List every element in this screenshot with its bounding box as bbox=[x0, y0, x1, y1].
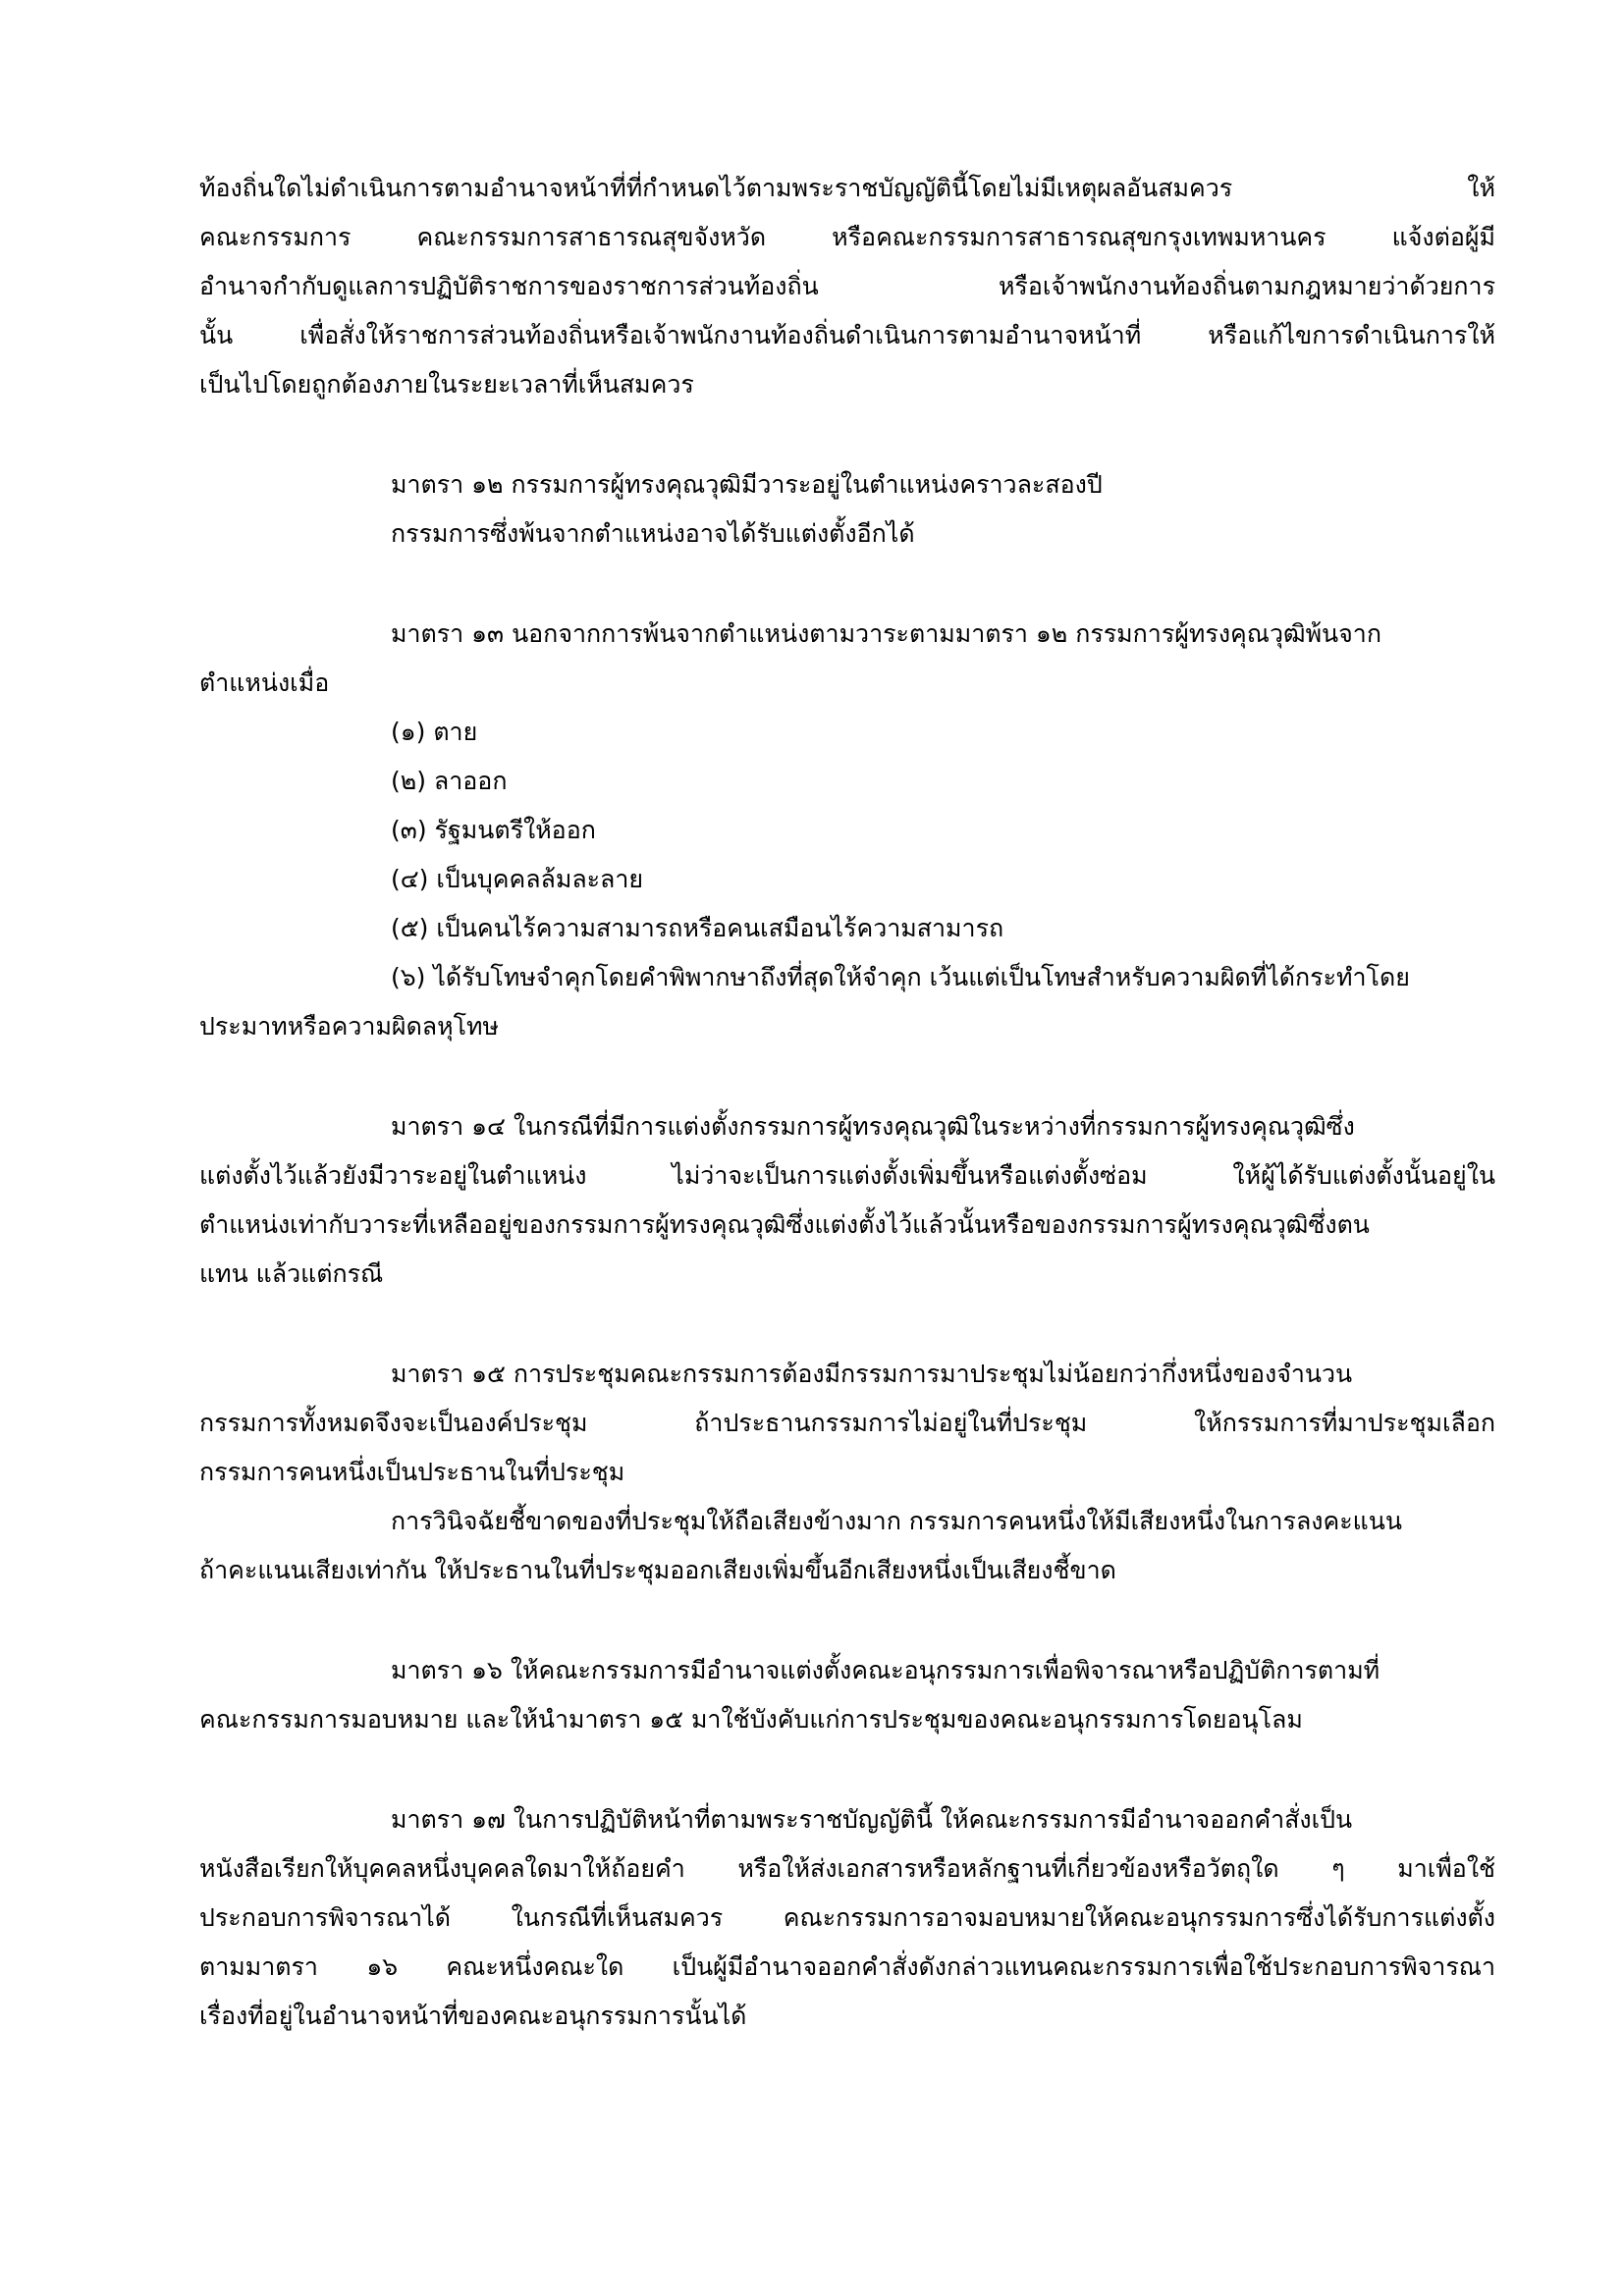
text-line: ตำแหน่งเท่ากับวาระที่เหลืออยู่ของกรรมการผู้ทรงคุณวุฒิซึ่งแต่งตั้งไว้แล้วนั้นหรือของกรรมการผู้ทรงคุณวุฒิซึ่งตน bbox=[199, 1210, 1370, 1239]
text-line: กรรมการทั้งหมดจึงจะเป็นองค์ประชุม ถ้าประธานกรรมการไม่อยู่ในที่ประชุม ให้กรรมการที่มาประชุมเลือก bbox=[199, 1409, 1495, 1437]
text-line: แต่งตั้งไว้แล้วยังมีวาระอยู่ในตำแหน่ง ไม่ว่าจะเป็นการแต่งตั้งเพิ่มขึ้นหรือแต่งตั้งซ่อม ให้ผู้ได้รับแต่งตั้งนั้นอยู่ใน bbox=[199, 1161, 1495, 1190]
text-line: ประมาทหรือความผิดลหุโทษ bbox=[199, 1012, 499, 1041]
section-12-heading: มาตรา ๑๒ กรรมการผู้ทรงคุณวุฒิมีวาระอยู่ในตำแหน่งคราวละสองปี bbox=[391, 470, 1103, 499]
section-14-heading: มาตรา ๑๔ ในกรณีที่มีการแต่งตั้งกรรมการผู้ทรงคุณวุฒิในระหว่างที่กรรมการผู้ทรงคุณวุฒิซึ่ง bbox=[391, 1112, 1355, 1141]
list-item: (๓) รัฐมนตรีให้ออก bbox=[391, 816, 596, 844]
text-line: ตามมาตรา ๑๖ คณะหนึ่งคณะใด เป็นผู้มีอำนาจออกคำสั่งดังกล่าวแทนคณะกรรมการเพื่อใช้ประกอบการพิจารณา bbox=[199, 1952, 1495, 1981]
list-item: (๑) ตาย bbox=[391, 718, 478, 746]
text-line: แทน แล้วแต่กรณี bbox=[199, 1259, 384, 1288]
text-line: คณะกรรมการมอบหมาย และให้นำมาตรา ๑๕ มาใช้บังคับแก่การประชุมของคณะอนุกรรมการโดยอนุโลม bbox=[199, 1705, 1303, 1734]
text-line: หนังสือเรียกให้บุคคลหนึ่งบุคคลใดมาให้ถ้อยคำ หรือให้ส่งเอกสารหรือหลักฐานที่เกี่ยวข้องหรือวัตถุใด ๆ มาเพื่อใช้ bbox=[199, 1854, 1495, 1883]
text-line: ท้องถิ่นใดไม่ดำเนินการตามอำนาจหน้าที่ที่กำหนดไว้ตามพระราชบัญญัตินี้โดยไม่มีเหตุผลอันสมควร ให้ bbox=[199, 174, 1495, 202]
list-item: (๒) ลาออก bbox=[391, 767, 508, 795]
text-line: การวินิจฉัยชี้ขาดของที่ประชุมให้ถือเสียงข้างมาก กรรมการคนหนึ่งให้มีเสียงหนึ่งในการลงคะแนน bbox=[391, 1507, 1402, 1535]
text-line: ถ้าคะแนนเสียงเท่ากัน ให้ประธานในที่ประชุมออกเสียงเพิ่มขึ้นอีกเสียงหนึ่งเป็นเสียงชี้ขาด bbox=[199, 1556, 1116, 1584]
text-line: เรื่องที่อยู่ในอำนาจหน้าที่ของคณะอนุกรรมการนั้นได้ bbox=[199, 2002, 747, 2030]
text-line: นั้น เพื่อสั่งให้ราชการส่วนท้องถิ่นหรือเจ้าพนักงานท้องถิ่นดำเนินการตามอำนาจหน้าที่ หรือแก้ไขการดำเนินการให้ bbox=[199, 321, 1495, 349]
text-line: เป็นไปโดยถูกต้องภายในระยะเวลาที่เห็นสมควร bbox=[199, 370, 694, 399]
list-item: (๕) เป็นคนไร้ความสามารถหรือคนเสมือนไร้ความสามารถ bbox=[391, 914, 1004, 942]
text-line: กรรมการคนหนึ่งเป็นประธานในที่ประชุม bbox=[199, 1458, 625, 1486]
text-line: กรรมการซึ่งพ้นจากตำแหน่งอาจได้รับแต่งตั้งอีกได้ bbox=[391, 519, 915, 548]
text-line: ประกอบการพิจารณาได้ ในกรณีที่เห็นสมควร คณะกรรมการอาจมอบหมายให้คณะอนุกรรมการซึ่งได้รับการแต่งตั้ง bbox=[199, 1903, 1495, 1932]
section-16-heading: มาตรา ๑๖ ให้คณะกรรมการมีอำนาจแต่งตั้งคณะอนุกรรมการเพื่อพิจารณาหรือปฏิบัติการตามที่ bbox=[391, 1656, 1380, 1684]
text-line: คณะกรรมการ คณะกรรมการสาธารณสุขจังหวัด หรือคณะกรรมการสาธารณสุขกรุงเทพมหานคร แจ้งต่อผู้มี bbox=[199, 223, 1495, 251]
list-item: (๔) เป็นบุคคลล้มละลาย bbox=[391, 865, 644, 893]
text-line: อำนาจกำกับดูแลการปฏิบัติราชการของราชการส่วนท้องถิ่น หรือเจ้าพนักงานท้องถิ่นตามกฎหมายว่าด้วยการ bbox=[199, 272, 1495, 300]
section-17-heading: มาตรา ๑๗ ในการปฏิบัติหน้าที่ตามพระราชบัญญัตินี้ ให้คณะกรรมการมีอำนาจออกคำสั่งเป็น bbox=[391, 1805, 1353, 1834]
text-line: ตำแหน่งเมื่อ bbox=[199, 668, 330, 697]
section-13-heading: มาตรา ๑๓ นอกจากการพ้นจากตำแหน่งตามวาระตามมาตรา ๑๒ กรรมการผู้ทรงคุณวุฒิพ้นจาก bbox=[391, 619, 1381, 648]
list-item: (๖) ได้รับโทษจำคุกโดยคำพิพากษาถึงที่สุดให้จำคุก เว้นแต่เป็นโทษสำหรับความผิดที่ได้กระทำโดย bbox=[391, 963, 1410, 991]
section-15-heading: มาตรา ๑๕ การประชุมคณะกรรมการต้องมีกรรมการมาประชุมไม่น้อยกว่ากึ่งหนึ่งของจำนวน bbox=[391, 1360, 1353, 1388]
